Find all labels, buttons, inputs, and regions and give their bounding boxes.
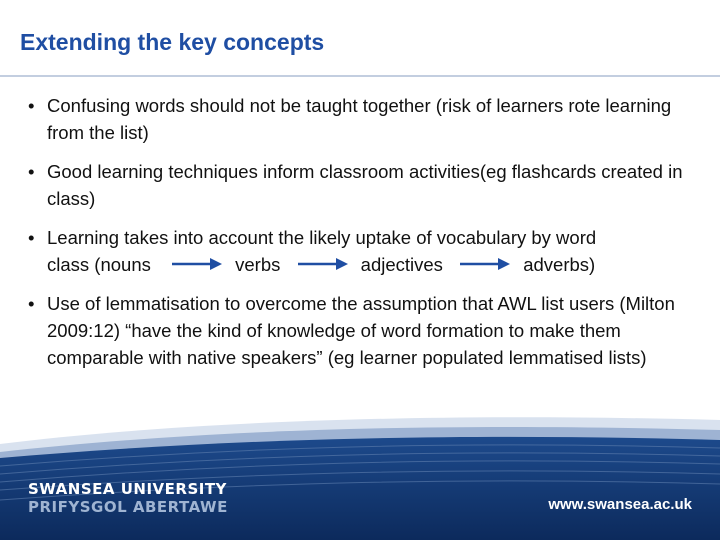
- word-class-verbs: verbs: [235, 254, 281, 275]
- bullet-marker: •: [28, 95, 35, 116]
- slide-title: Extending the key concepts: [20, 29, 325, 55]
- bullet-text: Learning takes into account the likely uptake of vocabulary by word: [47, 227, 597, 248]
- bullet-marker: •: [28, 227, 35, 248]
- word-class-adjectives: adjectives: [360, 254, 443, 275]
- bullet-marker: •: [28, 161, 35, 182]
- university-name-english: SWANSEA UNIVERSITY: [28, 480, 227, 498]
- arrow-right-icon: [460, 257, 510, 271]
- bullet-item: [28, 92, 698, 146]
- word-class-nouns: class (nouns: [47, 254, 151, 275]
- university-name-welsh: PRIFYSGOL ABERTAWE: [28, 498, 228, 516]
- footer-banner: [0, 400, 720, 540]
- website-url: www.swansea.ac.uk: [548, 496, 692, 513]
- bullet-text: Good learning techniques inform classroom activities(eg flashcards created in class): [47, 161, 683, 209]
- word-class-adverbs: adverbs): [523, 254, 596, 275]
- bullet-text: Use of lemmatisation to overcome the assumption that AWL list users (Milton 2009:12) “have the kind of knowledge of word formation to make them comparable with native speakers” (eg learner populated lemmatised lists): [47, 293, 675, 368]
- bullet-list: [28, 92, 698, 383]
- arrow-right-icon: [172, 257, 222, 271]
- arrow-right-icon: [298, 257, 348, 271]
- bullet-marker: •: [28, 293, 35, 314]
- bullet-text: Confusing words should not be taught together (risk of learners rote learning from the list): [47, 95, 672, 143]
- bullet-item: [28, 224, 698, 278]
- title-divider: [0, 75, 720, 77]
- word-class-sequence: [47, 251, 698, 278]
- bullet-item: [28, 290, 698, 371]
- university-logo-text: [28, 480, 228, 516]
- wave-graphic: [0, 400, 720, 540]
- bullet-item: [28, 158, 698, 212]
